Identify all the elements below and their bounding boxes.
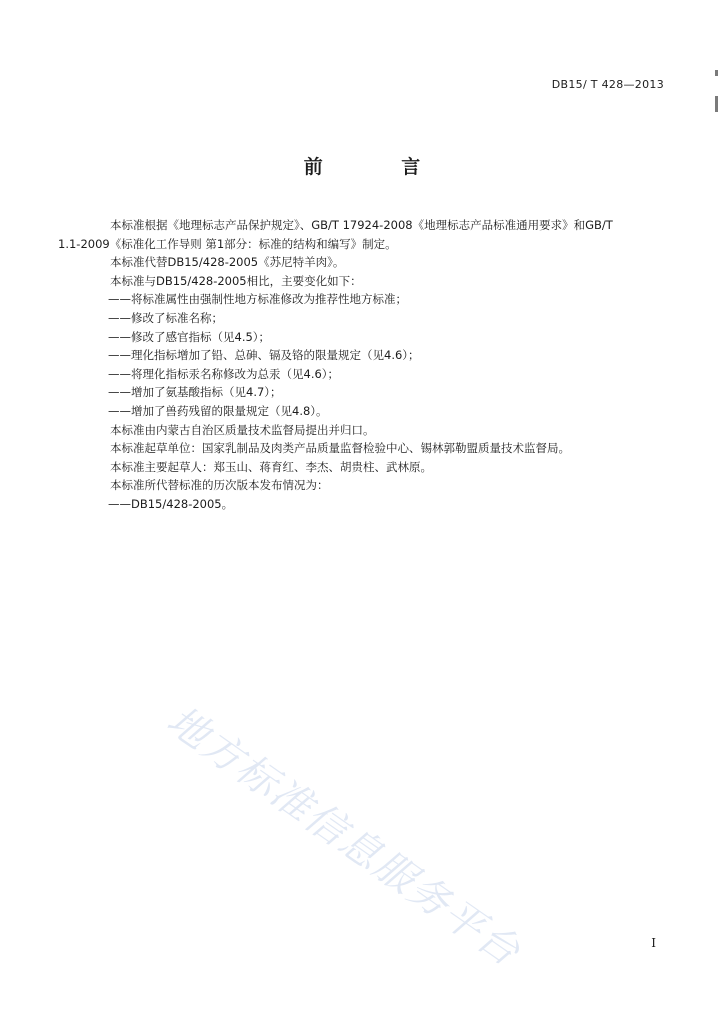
- change-item: ——理化指标增加了铅、总砷、镉及铬的限量规定（见4.6）；: [108, 348, 420, 363]
- change-item: ——修改了标准名称；: [108, 310, 223, 325]
- history-item: ——DB15/428-2005。: [108, 496, 234, 511]
- paragraph-basis-line1: 本标准根据《地理标志产品保护规定》、GB/T 17924-2008《地理标志产品标准通用要求》和GB/T: [110, 218, 613, 232]
- document-number: DB15/ T 428—2013: [551, 78, 664, 91]
- paragraph-basis-line2: 1.1-2009《标准化工作导则 第1部分：标准的结构和编写》制定。: [58, 236, 397, 251]
- paragraph-proposer: 本标准由内蒙古自治区质量技术监督局提出并归口。: [110, 422, 375, 437]
- change-item: ——将理化指标汞名称修改为总汞（见4.6）；: [108, 366, 340, 381]
- paragraph-drafters: 本标准主要起草人：郑玉山、蒋育红、李杰、胡贵柱、武林原。: [110, 459, 432, 474]
- scan-edge-mark: [715, 70, 718, 76]
- paragraph-basis: [58, 216, 664, 253]
- change-item: ——修改了感官指标（见4.5）；: [108, 329, 271, 344]
- scan-edge-mark: [715, 96, 718, 112]
- paragraph-history-intro: 本标准所代替标准的历次版本发布情况为：: [110, 478, 329, 493]
- watermark: 地方标准信息服务平台: [158, 697, 529, 976]
- foreword-body: [58, 216, 664, 514]
- page-title: 前 言: [303, 156, 457, 178]
- change-item: ——增加了氨基酸指标（见4.7）；: [108, 385, 282, 400]
- paragraph-replaces: 本标准代替DB15/428-2005《苏尼特羊肉》。: [110, 255, 345, 270]
- change-item: ——增加了兽药残留的限量规定（见4.8）。: [108, 403, 328, 418]
- paragraph-changes-intro: 本标准与DB15/428-2005相比，主要变化如下：: [110, 273, 362, 288]
- change-item: ——将标准属性由强制性地方标准修改为推荐性地方标准；: [108, 292, 407, 307]
- paragraph-drafting-units: 本标准起草单位：国家乳制品及肉类产品质量监督检验中心、锡林郭勒盟质量技术监督局。: [110, 441, 570, 456]
- page-number: I: [651, 936, 656, 950]
